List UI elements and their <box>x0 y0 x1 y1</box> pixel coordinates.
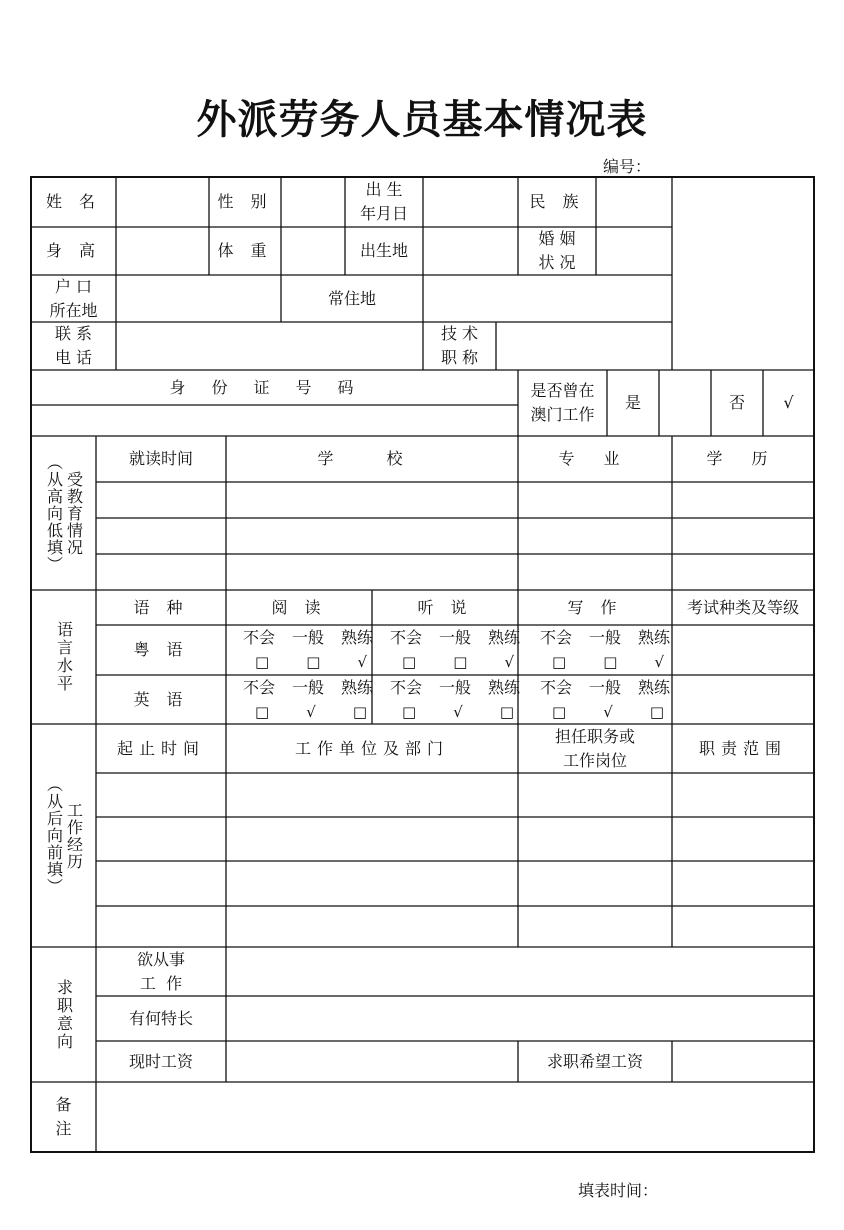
language-header-writing: 写 作 <box>567 597 623 617</box>
expected-salary-label: 求职希望工资 <box>546 1051 643 1071</box>
id-number-label: 身份证号码 <box>169 377 380 397</box>
cantonese-reading-level: 不会 一般 熟练 □ □ √ <box>243 628 373 671</box>
english-speaking-level: 不会 一般 熟练 □ √ □ <box>390 678 520 721</box>
gender-label: 性 别 <box>217 192 273 211</box>
language-row-english: 英 语 <box>133 689 189 709</box>
work-section-label: 工作经历 （从后向前填） <box>44 776 84 895</box>
education-section-label: 受教育情况 （从高向低填） <box>44 453 84 573</box>
macau-work-label: 是否曾在 澳门工作 <box>530 381 595 424</box>
language-row-cantonese: 粤 语 <box>133 640 189 659</box>
work-header-duties: 职责范围 <box>698 738 787 758</box>
weight-label: 体 重 <box>217 241 273 260</box>
english-writing-level: 不会 一般 熟练 □ √ □ <box>540 678 670 721</box>
residence-label: 常住地 <box>327 288 376 308</box>
work-header-period: 起止时间 <box>116 738 205 758</box>
height-label: 身 高 <box>45 241 102 260</box>
english-reading-level: 不会 一般 熟练 □ √ □ <box>243 678 373 721</box>
birth-date-label: 出 生 年月日 <box>359 180 408 223</box>
birthplace-label: 出生地 <box>359 241 408 260</box>
marital-status-label: 婚 姻 状 况 <box>538 229 576 272</box>
ethnicity-label: 民 族 <box>529 192 585 211</box>
work-header-employer: 工作单位及部门 <box>294 738 449 758</box>
phone-label: 联 系 电 话 <box>54 324 93 367</box>
cantonese-writing-level: 不会 一般 熟练 □ □ √ <box>540 628 670 671</box>
fill-time-label: 填表时间： <box>578 1181 659 1200</box>
education-header-major: 专 业 <box>558 449 632 468</box>
language-header-lang: 语 种 <box>133 597 189 617</box>
work-header-position: 担任职务或 工作岗位 <box>554 726 635 770</box>
macau-no-label: 否 <box>728 393 745 412</box>
specialty-label: 有何特长 <box>128 1008 193 1028</box>
macau-no-checkmark: √ <box>783 393 794 412</box>
desired-work-label: 欲从事 工 作 <box>136 949 185 993</box>
serial-number-label: 编号： <box>603 157 652 176</box>
cantonese-speaking-level: 不会 一般 熟练 □ □ √ <box>390 628 520 671</box>
remarks-label: 备 注 <box>55 1095 72 1138</box>
education-header-degree: 学 历 <box>706 449 780 468</box>
language-section-label: 语言水平 <box>54 621 74 693</box>
current-salary-label: 现时工资 <box>128 1051 193 1071</box>
macau-yes-label: 是 <box>624 393 641 412</box>
language-header-reading: 阅 读 <box>271 597 327 617</box>
job-intent-section-label: 求职意向 <box>54 978 74 1051</box>
education-header-period: 就读时间 <box>128 449 193 468</box>
form-title: 外派劳务人员基本情况表 <box>196 96 648 143</box>
tech-title-label: 技 术 职 称 <box>440 324 479 367</box>
language-header-exam: 考试种类及等级 <box>686 597 799 617</box>
education-header-school: 学 校 <box>317 449 427 468</box>
hukou-label: 户 口 所在地 <box>49 276 98 320</box>
language-header-speaking: 听 说 <box>417 597 473 617</box>
name-label: 姓 名 <box>45 192 102 211</box>
